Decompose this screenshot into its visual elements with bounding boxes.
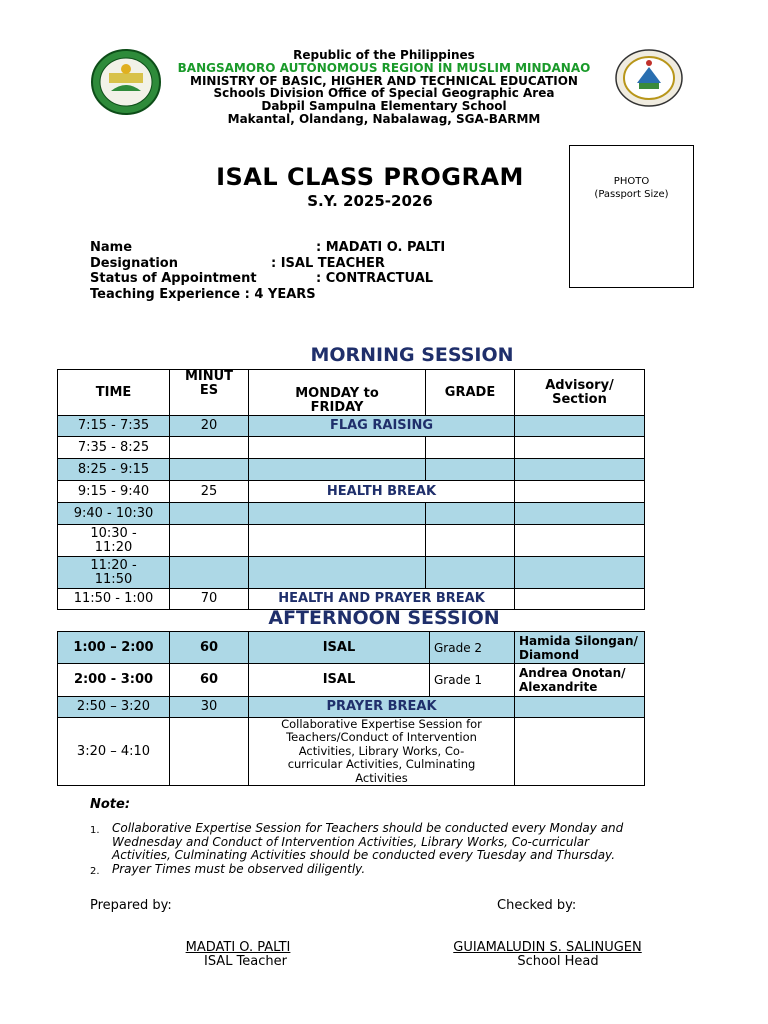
preparer-title: ISAL Teacher [203, 954, 288, 969]
table-row [58, 503, 645, 525]
table-row [58, 416, 645, 437]
row-time-1: 10:30 - [90, 525, 137, 541]
photo-box [569, 145, 694, 288]
row-time: 7:15 - 7:35 [58, 416, 170, 437]
table-row [58, 525, 645, 557]
republic-line: Republic of the Philippines [293, 48, 475, 62]
row-minutes [170, 503, 249, 525]
prepared-by-label: Prepared by: [90, 898, 172, 913]
row-minutes [170, 525, 249, 557]
row-section [515, 718, 645, 786]
note-title: Note: [90, 797, 131, 812]
row-subject: ISAL [249, 632, 430, 664]
row-grade: Grade 1 [430, 664, 515, 697]
morning-table [57, 369, 645, 610]
header-advisory-1: Advisory/ [545, 377, 614, 393]
activity-line: Collaborative Expertise Session for [281, 717, 482, 731]
table-row [58, 697, 645, 718]
photo-size-label: (Passport Size) [594, 189, 669, 200]
info-experience: Teaching Experience : 4 YEARS [90, 287, 316, 302]
info-status-value: : CONTRACTUAL [316, 271, 434, 286]
row-section-2: Diamond [519, 647, 580, 662]
row-time [58, 525, 170, 557]
activity-line: Teachers/Conduct of Intervention [286, 730, 477, 745]
checker-name: GUIAMALUDIN S. SALINUGEN [453, 940, 642, 955]
note-1-line: Collaborative Expertise Session for Teachers should be conducted every Monday and [112, 821, 624, 835]
row-minutes: 60 [170, 664, 249, 697]
info-status-label: Status of Appointment [90, 271, 257, 286]
row-advisory [515, 525, 645, 557]
header-grade: GRADE [426, 370, 515, 416]
row-minutes [170, 459, 249, 481]
row-activity: HEALTH AND PRAYER BREAK [249, 589, 515, 610]
school-year: S.Y. 2025-2026 [307, 192, 433, 210]
row-activity [249, 718, 515, 786]
row-time: 9:40 - 10:30 [58, 503, 170, 525]
morning-session-title: MORNING SESSION [310, 344, 514, 366]
address-line: Makantal, Olandang, Nabalawag, SGA-BARMM [227, 112, 541, 126]
row-advisory [515, 557, 645, 589]
row-activity [249, 437, 426, 459]
header-days [249, 370, 426, 416]
note-2-number: 2. [90, 866, 100, 877]
row-time: 2:50 – 3:20 [58, 697, 170, 718]
row-activity [249, 525, 426, 557]
row-time: 7:35 - 8:25 [58, 437, 170, 459]
info-designation-value: : ISAL TEACHER [271, 256, 385, 271]
row-activity: HEALTH BREAK [249, 481, 515, 503]
page-title: ISAL CLASS PROGRAM [216, 163, 524, 191]
row-section [515, 697, 645, 718]
note-1-line: Wednesday and Conduct of Intervention Activities, Library Works, Co-curricular [112, 834, 590, 849]
header-advisory [515, 370, 645, 416]
division-line: Schools Division Office of Special Geographic Area [213, 86, 555, 100]
header-advisory-2: Section [552, 391, 607, 407]
info-name-value: : MADATI O. PALTI [316, 240, 446, 255]
header-minutes-1: MINUT [184, 369, 234, 384]
header-time: TIME [58, 370, 170, 416]
row-grade [426, 437, 515, 459]
table-row [58, 459, 645, 481]
row-minutes: 25 [170, 481, 249, 503]
checked-by-label: Checked by: [497, 898, 577, 913]
checker-title: School Head [517, 954, 599, 969]
header-minutes [170, 370, 249, 416]
row-section-1: Hamida Silongan/ [519, 633, 638, 648]
header-days-1: MONDAY to [295, 386, 379, 401]
row-minutes: 60 [170, 632, 249, 664]
row-activity: FLAG RAISING [249, 416, 515, 437]
row-minutes [170, 718, 249, 786]
activity-line: Activities, Library Works, Co- [298, 743, 465, 758]
row-time: 8:25 - 9:15 [58, 459, 170, 481]
header-days-2: FRIDAY [310, 400, 364, 415]
activity-line: curricular Activities, Culminating [287, 757, 476, 772]
table-row [58, 664, 645, 697]
row-advisory [515, 416, 645, 437]
note-1 [112, 822, 623, 863]
row-activity [249, 459, 426, 481]
row-minutes: 30 [170, 697, 249, 718]
afternoon-session-title: AFTERNOON SESSION [268, 607, 500, 629]
row-time: 11:50 - 1:00 [58, 589, 170, 610]
region-line: BANGSAMORO AUTONOMOUS REGION IN MUSLIM MINDANAO [177, 61, 591, 75]
row-section [515, 632, 645, 664]
row-activity [249, 503, 426, 525]
row-advisory [515, 503, 645, 525]
row-section-1: Andrea Onotan/ [519, 666, 626, 680]
row-advisory [515, 459, 645, 481]
afternoon-table [57, 631, 645, 786]
table-row [58, 557, 645, 589]
row-time-2: 11:50 [94, 571, 133, 587]
row-minutes: 20 [170, 416, 249, 437]
row-time-2: 11:20 [94, 539, 133, 555]
info-name-label: Name [90, 240, 133, 255]
row-section-2: Alexandrite [519, 680, 598, 694]
morning-header-row [58, 370, 645, 416]
table-row [58, 632, 645, 664]
row-time: 9:15 - 9:40 [58, 481, 170, 503]
row-time-1: 11:20 - [90, 557, 137, 573]
row-advisory [515, 437, 645, 459]
row-grade [426, 525, 515, 557]
row-time: 1:00 – 2:00 [58, 632, 170, 664]
row-minutes [170, 437, 249, 459]
row-activity [249, 557, 426, 589]
row-subject: ISAL [249, 664, 430, 697]
note-1-line: Activities, Culminating Activities should be conducted every Tuesday and Thursday. [112, 848, 616, 862]
row-grade [426, 503, 515, 525]
row-grade [426, 557, 515, 589]
table-row [58, 481, 645, 503]
header-minutes-2: ES [199, 383, 219, 398]
photo-label: PHOTO [613, 176, 650, 187]
row-activity: PRAYER BREAK [249, 697, 515, 718]
ministry-line: MINISTRY OF BASIC, HIGHER AND TECHNICAL EDUCATION [190, 74, 578, 88]
table-row [58, 437, 645, 459]
note-1-number: 1. [90, 825, 100, 836]
row-time: 3:20 – 4:10 [58, 718, 170, 786]
note-2: Prayer Times must be observed diligently. [112, 862, 366, 876]
activity-line: Activities [355, 770, 408, 785]
table-row [58, 718, 645, 786]
row-minutes [170, 557, 249, 589]
row-time: 2:00 - 3:00 [58, 664, 170, 697]
row-grade: Grade 2 [430, 632, 515, 664]
row-advisory [515, 481, 645, 503]
preparer-name: MADATI O. PALTI [185, 940, 291, 955]
row-time [58, 557, 170, 589]
school-line: Dabpil Sampulna Elementary School [261, 99, 507, 113]
row-grade [426, 459, 515, 481]
row-section [515, 664, 645, 697]
row-minutes: 70 [170, 589, 249, 610]
info-designation-label: Designation [90, 256, 178, 271]
